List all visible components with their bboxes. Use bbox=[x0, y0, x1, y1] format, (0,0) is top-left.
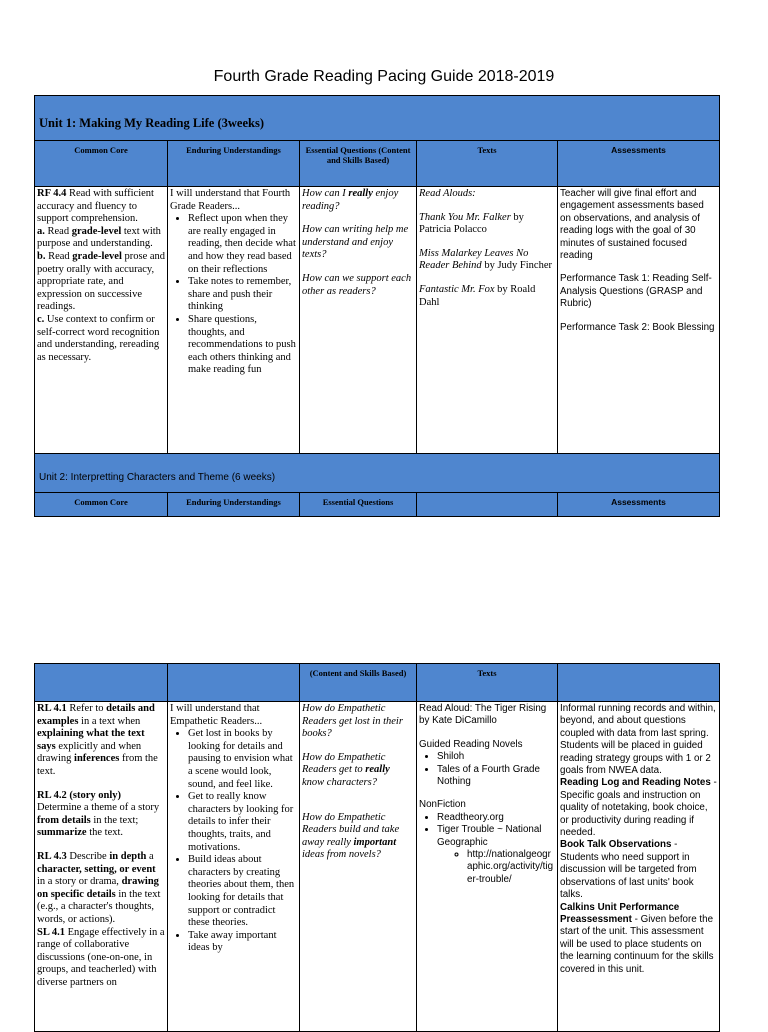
assessment-entry bbox=[560, 777, 717, 839]
assessment-label: Book Talk Observations bbox=[560, 839, 672, 851]
essential-question bbox=[302, 188, 414, 213]
guided-reading-label: Guided Reading Novels bbox=[419, 738, 523, 750]
emphasis: grade-level bbox=[71, 225, 122, 237]
essential-question: How do Empathetic Readers get lost in their books? bbox=[302, 703, 403, 740]
unit2-essential-cell bbox=[300, 702, 417, 1032]
unit1-texts-cell bbox=[417, 187, 558, 454]
unit2-cont-header-row bbox=[35, 664, 720, 702]
unit1-enduring-cell bbox=[168, 187, 300, 454]
unit2-header-row bbox=[35, 493, 720, 517]
guided-reading-list bbox=[419, 751, 555, 788]
standard-code: RF 4.4 bbox=[37, 188, 67, 199]
assessment-text: - Given before the start of the unit. This assessment will be used to place students on the learning continuum for the skills covered in this unit. bbox=[560, 913, 714, 975]
unit2-texts-cell bbox=[417, 702, 558, 1032]
essential-question: How can writing help me understand and enjoy texts? bbox=[302, 224, 409, 261]
nonfiction-item bbox=[437, 824, 555, 886]
unit2-content-row bbox=[35, 702, 720, 1032]
emphasis: grade-level bbox=[72, 250, 122, 262]
header-blank bbox=[35, 664, 168, 702]
standard-code: SL 4.1 bbox=[37, 926, 66, 938]
emphasis: from details bbox=[37, 814, 91, 826]
standard-text: a bbox=[146, 850, 154, 862]
essential-question: How can we support each other as readers? bbox=[302, 272, 412, 297]
nonfiction-title: Tiger Trouble ~ National Geographic bbox=[437, 824, 542, 848]
unit2-assessments-cell bbox=[558, 702, 720, 1032]
assessment-text: Performance Task 1: Reading Self-Analysis Questions (GRASP and Rubric) bbox=[560, 273, 712, 310]
enduring-item: • Take away important ideas by bbox=[188, 930, 297, 955]
emphasis: explaining what the text says bbox=[37, 728, 145, 752]
header-blank bbox=[558, 664, 720, 702]
standard-text: Use context to confirm or self-correct word recognition and understanding, rereading as necessary. bbox=[37, 313, 160, 363]
essential-question bbox=[302, 812, 414, 862]
assessment-label: Reading Log and Reading Notes bbox=[560, 777, 711, 789]
unit1-content-row bbox=[35, 187, 720, 454]
essential-question bbox=[302, 752, 414, 790]
standard bbox=[37, 851, 165, 927]
unit1-assessments-cell bbox=[558, 187, 720, 454]
unit1-header-row bbox=[35, 141, 720, 187]
standard-text: the text. bbox=[86, 827, 124, 839]
emphasis: in depth bbox=[109, 850, 147, 862]
nonfiction-label: NonFiction bbox=[419, 799, 466, 811]
book-author: by Patricia Polacco bbox=[419, 211, 524, 236]
unit1-table bbox=[34, 95, 720, 517]
unit2-table bbox=[34, 663, 720, 1032]
standard bbox=[37, 703, 165, 779]
text-entry bbox=[419, 212, 555, 237]
standard bbox=[37, 927, 165, 990]
unit1-title: Unit 1: Making My Reading Life (3weeks) bbox=[35, 96, 720, 141]
standard-text: Refer to bbox=[66, 703, 107, 714]
unit2-title: Unit 2: Interpretting Characters and Theme (6 weeks) bbox=[35, 454, 720, 493]
enduring-item: • Take notes to remember, share and push their thinking bbox=[188, 276, 297, 314]
standard-text: Read bbox=[45, 250, 73, 262]
book-title: Miss Malarkey Leaves No Reader Behind bbox=[419, 247, 529, 272]
standard-code: RL 4.3 bbox=[37, 850, 67, 862]
header-essential-questions-cont: (Content and Skills Based) bbox=[300, 664, 417, 702]
header-enduring-understandings: Enduring Understandings bbox=[168, 493, 300, 517]
assessment-text: - Students who need support in discussion will be targeted from observations of last units' book talks. bbox=[560, 839, 697, 901]
book-title: Fantastic Mr. Fox bbox=[419, 283, 495, 295]
book-author: by Judy Fincher bbox=[481, 260, 552, 272]
header-common-core: Common Core bbox=[35, 493, 168, 517]
emphasis: summarize bbox=[37, 827, 87, 839]
q-text: ideas from novels? bbox=[302, 849, 381, 861]
book-author: by Roald Dahl bbox=[419, 283, 536, 308]
assessment-label: Calkins Unit Performance Preassessment bbox=[560, 901, 680, 925]
enduring-item: • Share questions, thoughts, and recommendations to push each others thinking and make reading fun bbox=[188, 314, 297, 377]
emphasis: really bbox=[348, 188, 373, 199]
standard-code: RL 4.1 bbox=[37, 703, 67, 714]
standard-text: in the text; bbox=[90, 814, 139, 826]
standard-text: in a text when bbox=[78, 715, 141, 727]
standard-text: Describe bbox=[66, 850, 110, 862]
unit1-title-row bbox=[35, 96, 720, 141]
standard-text: explicitly and when drawing bbox=[37, 740, 142, 765]
guided-novel: • Shiloh bbox=[437, 751, 555, 763]
enduring-intro: I will understand that Empathetic Readers... bbox=[170, 703, 263, 727]
unit2-enduring-cell bbox=[168, 702, 300, 1032]
item-label: c. bbox=[37, 313, 45, 325]
standard-text: Determine a theme of a story bbox=[37, 802, 160, 814]
item-label: a. bbox=[37, 225, 45, 237]
q-text: How do Empathetic Readers build and take away really bbox=[302, 811, 400, 848]
header-enduring-understandings: Enduring Understandings bbox=[168, 141, 300, 187]
q-text: know characters? bbox=[302, 776, 377, 788]
q-text: How do Empathetic Readers get to bbox=[302, 751, 386, 776]
emphasis: inferences bbox=[74, 753, 120, 765]
standard-text: in the text (e.g., a character's thoughts, words, or actions). bbox=[37, 888, 161, 925]
guided-novel: • Tales of a Fourth Grade Nothing bbox=[437, 764, 555, 789]
nonfiction-item: • Readtheory.org bbox=[437, 812, 555, 824]
resource-link[interactable]: ◦ http://nationalgeographic.org/activity/tiger-trouble/ bbox=[467, 849, 555, 886]
enduring-list bbox=[170, 728, 297, 955]
header-blank bbox=[417, 493, 558, 517]
read-aloud: Read Aloud: The Tiger Rising by Kate DiCamillo bbox=[419, 703, 547, 727]
text-entry bbox=[419, 284, 555, 309]
assessment-text: Performance Task 2: Book Blessing bbox=[560, 321, 715, 333]
enduring-intro: I will understand that Fourth Grade Readers... bbox=[170, 188, 291, 212]
enduring-item: • Build ideas about characters by creating theories about them, then looking for details that support or contradict these theories. bbox=[188, 854, 297, 930]
unit1-common-core-cell bbox=[35, 187, 168, 454]
emphasis: details and examples bbox=[37, 703, 155, 727]
item-label: b. bbox=[37, 250, 46, 262]
standard bbox=[37, 790, 165, 840]
nonfiction-sublist bbox=[437, 849, 555, 886]
unit1-essential-cell bbox=[300, 187, 417, 454]
book-title: Thank You Mr. Falker bbox=[419, 211, 511, 223]
standard-text: Engage effectively in a range of collaborative discussions (one-on-one, in groups, and teacherled) with diverse partners on bbox=[37, 926, 165, 988]
header-blank bbox=[168, 664, 300, 702]
header-texts: Texts bbox=[417, 141, 558, 187]
header-texts: Texts bbox=[417, 664, 558, 702]
assessment-entry bbox=[560, 839, 717, 901]
standard-code: RL 4.2 (story only) bbox=[37, 789, 121, 801]
enduring-item: • Get lost in books by looking for details and pausing to envision what a scene would look, sound, and feel like. bbox=[188, 728, 297, 791]
assessment-text: Informal running records and within, beyond, and about questions coupled with data from last spring. Students will be placed in guided reading strategy groups with 1 or 2 goals from NWEA data. bbox=[560, 703, 716, 777]
standard-text: in a story or drama, bbox=[37, 876, 122, 888]
enduring-item: • Reflect upon when they are really engaged in reading, then decide what and how they read based on their reflections bbox=[188, 213, 297, 276]
assessment-text: Teacher will give final effort and engagement assessments based on observations, and analysis of reading logs with the goal of 30 minutes of sustained focused reading bbox=[560, 188, 704, 262]
standard-text: Read with sufficient accuracy and fluency to support comprehension. bbox=[37, 188, 154, 225]
text-entry bbox=[419, 248, 555, 273]
q-text: How can I bbox=[302, 188, 349, 199]
document-title: Fourth Grade Reading Pacing Guide 2018-2019 bbox=[213, 68, 555, 85]
emphasis: drawing on specific details bbox=[37, 876, 159, 900]
header-assessments: Assessments bbox=[558, 493, 720, 517]
emphasis: character, setting, or event bbox=[37, 863, 156, 875]
enduring-list bbox=[170, 213, 297, 377]
standard-text: Read bbox=[44, 225, 72, 237]
header-essential-questions: Essential Questions (Content and Skills Based) bbox=[300, 141, 417, 187]
standard-text: from the text. bbox=[37, 753, 158, 777]
assessment-text: - Specific goals and instruction on quality of notetaking, book choice, or productivity during reading if needed. bbox=[560, 777, 717, 839]
standard-text: prose and poetry orally with accuracy, appropriate rate, and expression on successive readings. bbox=[37, 250, 166, 313]
enduring-item: • Get to really know characters by looking for details to infer their thoughts, traits, and motivations. bbox=[188, 791, 297, 854]
emphasis: important bbox=[353, 836, 397, 848]
unit2-common-core-cell bbox=[35, 702, 168, 1032]
nonfiction-list bbox=[419, 812, 555, 886]
unit2-title-row bbox=[35, 454, 720, 493]
header-assessments: Assessments bbox=[558, 141, 720, 187]
q-text: enjoy reading? bbox=[302, 188, 399, 212]
header-essential-questions: Essential Questions bbox=[300, 493, 417, 517]
texts-label: Read Alouds: bbox=[419, 188, 476, 199]
assessment-entry bbox=[560, 902, 717, 976]
standard-text: text with purpose and understanding. bbox=[37, 225, 161, 250]
emphasis: really bbox=[365, 764, 390, 776]
header-common-core: Common Core bbox=[35, 141, 168, 187]
